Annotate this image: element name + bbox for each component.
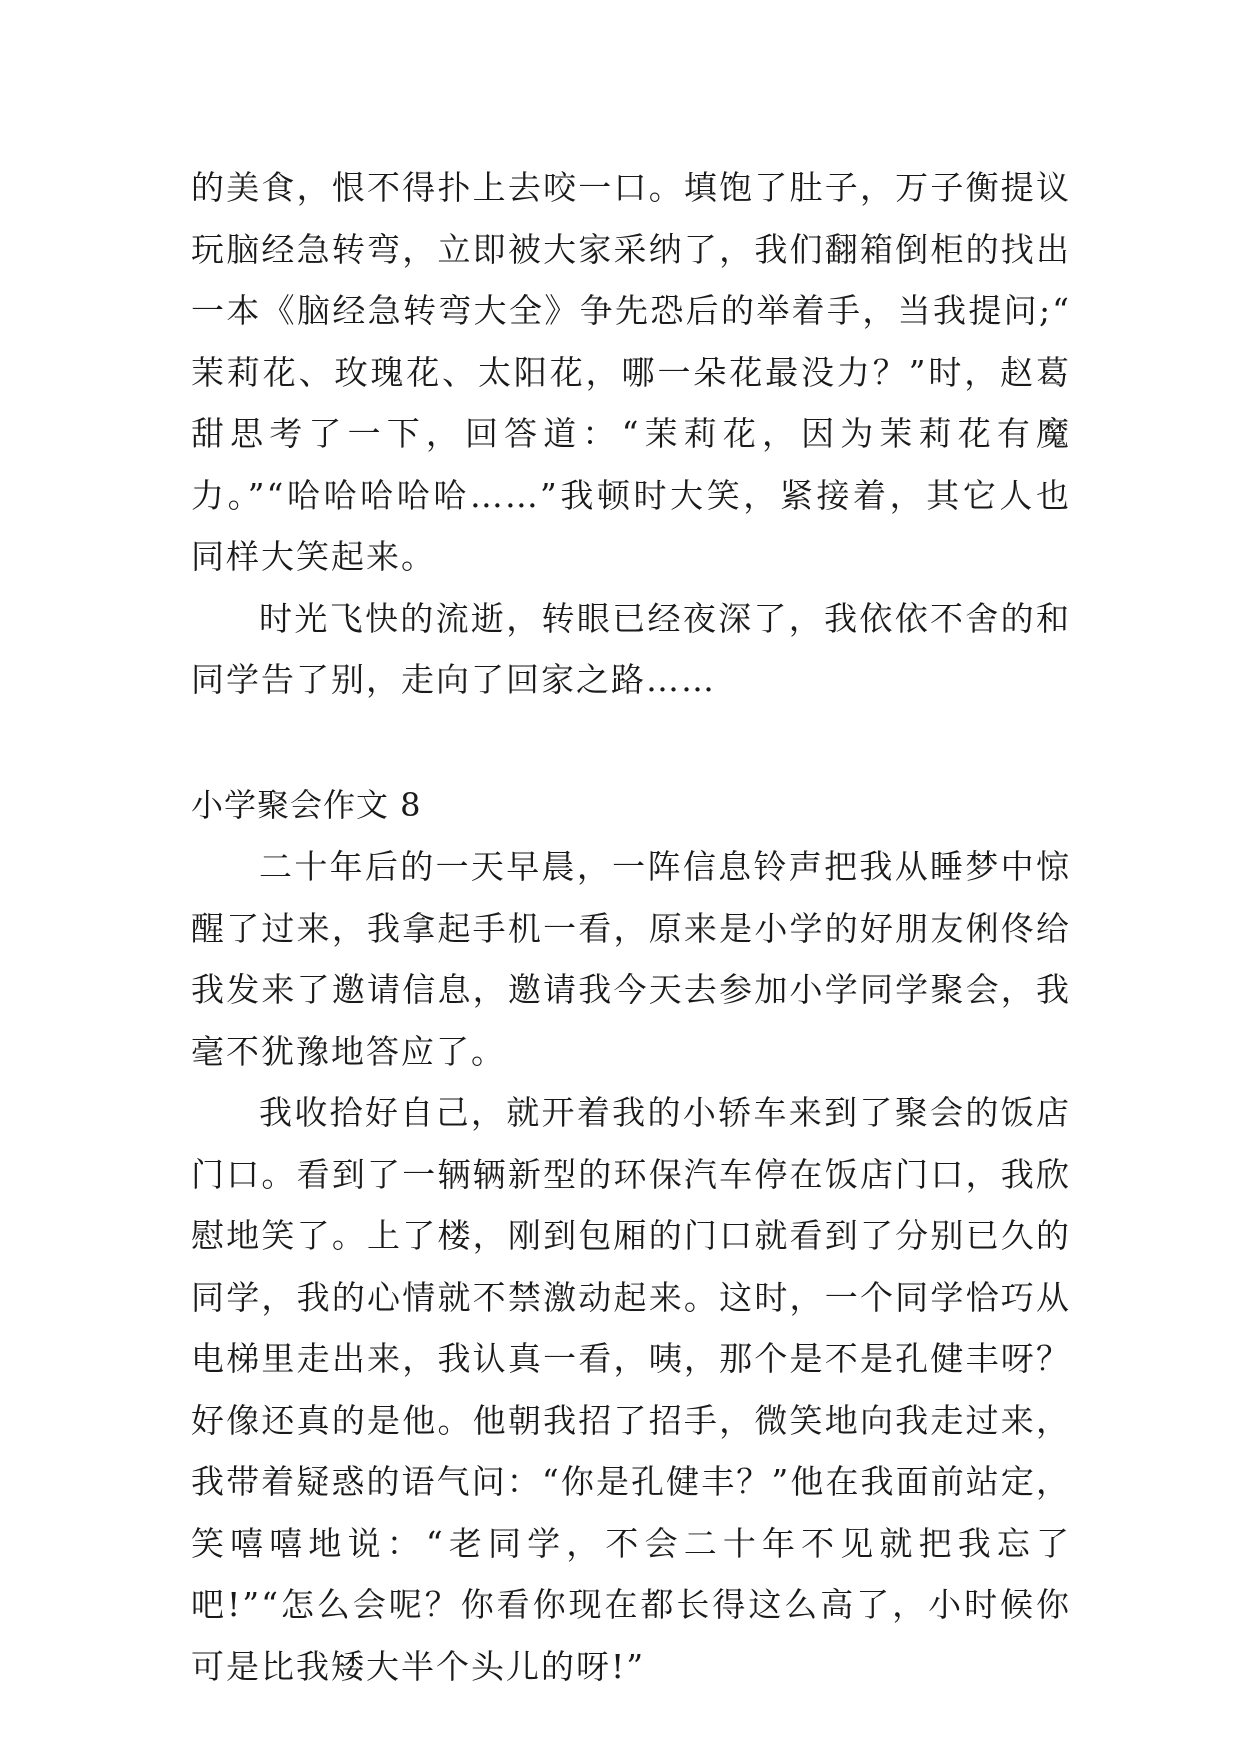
section-title: 小学聚会作文 8 [191,785,422,824]
paragraph-1: 的美食，恨不得扑上去咬一口。填饱了肚子，万子衡提议玩脑经急转弯，立即被大家采纳了，我们翻箱倒柜的找出一本《脑经急转弯大全》争先恐后的举着手，当我提问;“ 茉莉花、玫瑰花、太阳花，哪一朵花最没力？”时，赵葛甜思考了一下，回答道：“茉莉花，因为茉莉花有魔力。”“哈哈哈哈哈……”我顿时大笑，紧接着，其它人也同样大笑起来。 [191,168,1071,576]
paragraph-2: 时光飞快的流逝，转眼已经夜深了，我依依不舍的和同学告了别，走向了回家之路…… [191,598,1071,699]
document-body [191,157,1071,1697]
paragraph-3: 二十年后的一天早晨，一阵信息铃声把我从睡梦中惊醒了过来，我拿起手机一看，原来是小学的好朋友俐佟给我发来了邀请信息，邀请我今天去参加小学同学聚会，我毫不犹豫地答应了。 [191,847,1071,1071]
paragraph-4: 我收拾好自己，就开着我的小轿车来到了聚会的饭店门口。看到了一辆辆新型的环保汽车停在饭店门口，我欣慰地笑了。上了楼，刚到包厢的门口就看到了分别已久的同学，我的心情就不禁激动起来。这时，一个同学恰巧从电梯里走出来，我认真一看，咦，那个是不是孔健丰呀？好像还真的是他。他朝我招了招手，微笑地向我走过来，我带着疑惑的语气问：“你是孔健丰？”他在我面前站定，笑嘻嘻地说：“老同学，不会二十年不见就把我忘了吧!”“怎么会呢？你看你现在都长得这么高了，小时候你可是比我矮大半个头儿的呀!” [191,1093,1071,1686]
